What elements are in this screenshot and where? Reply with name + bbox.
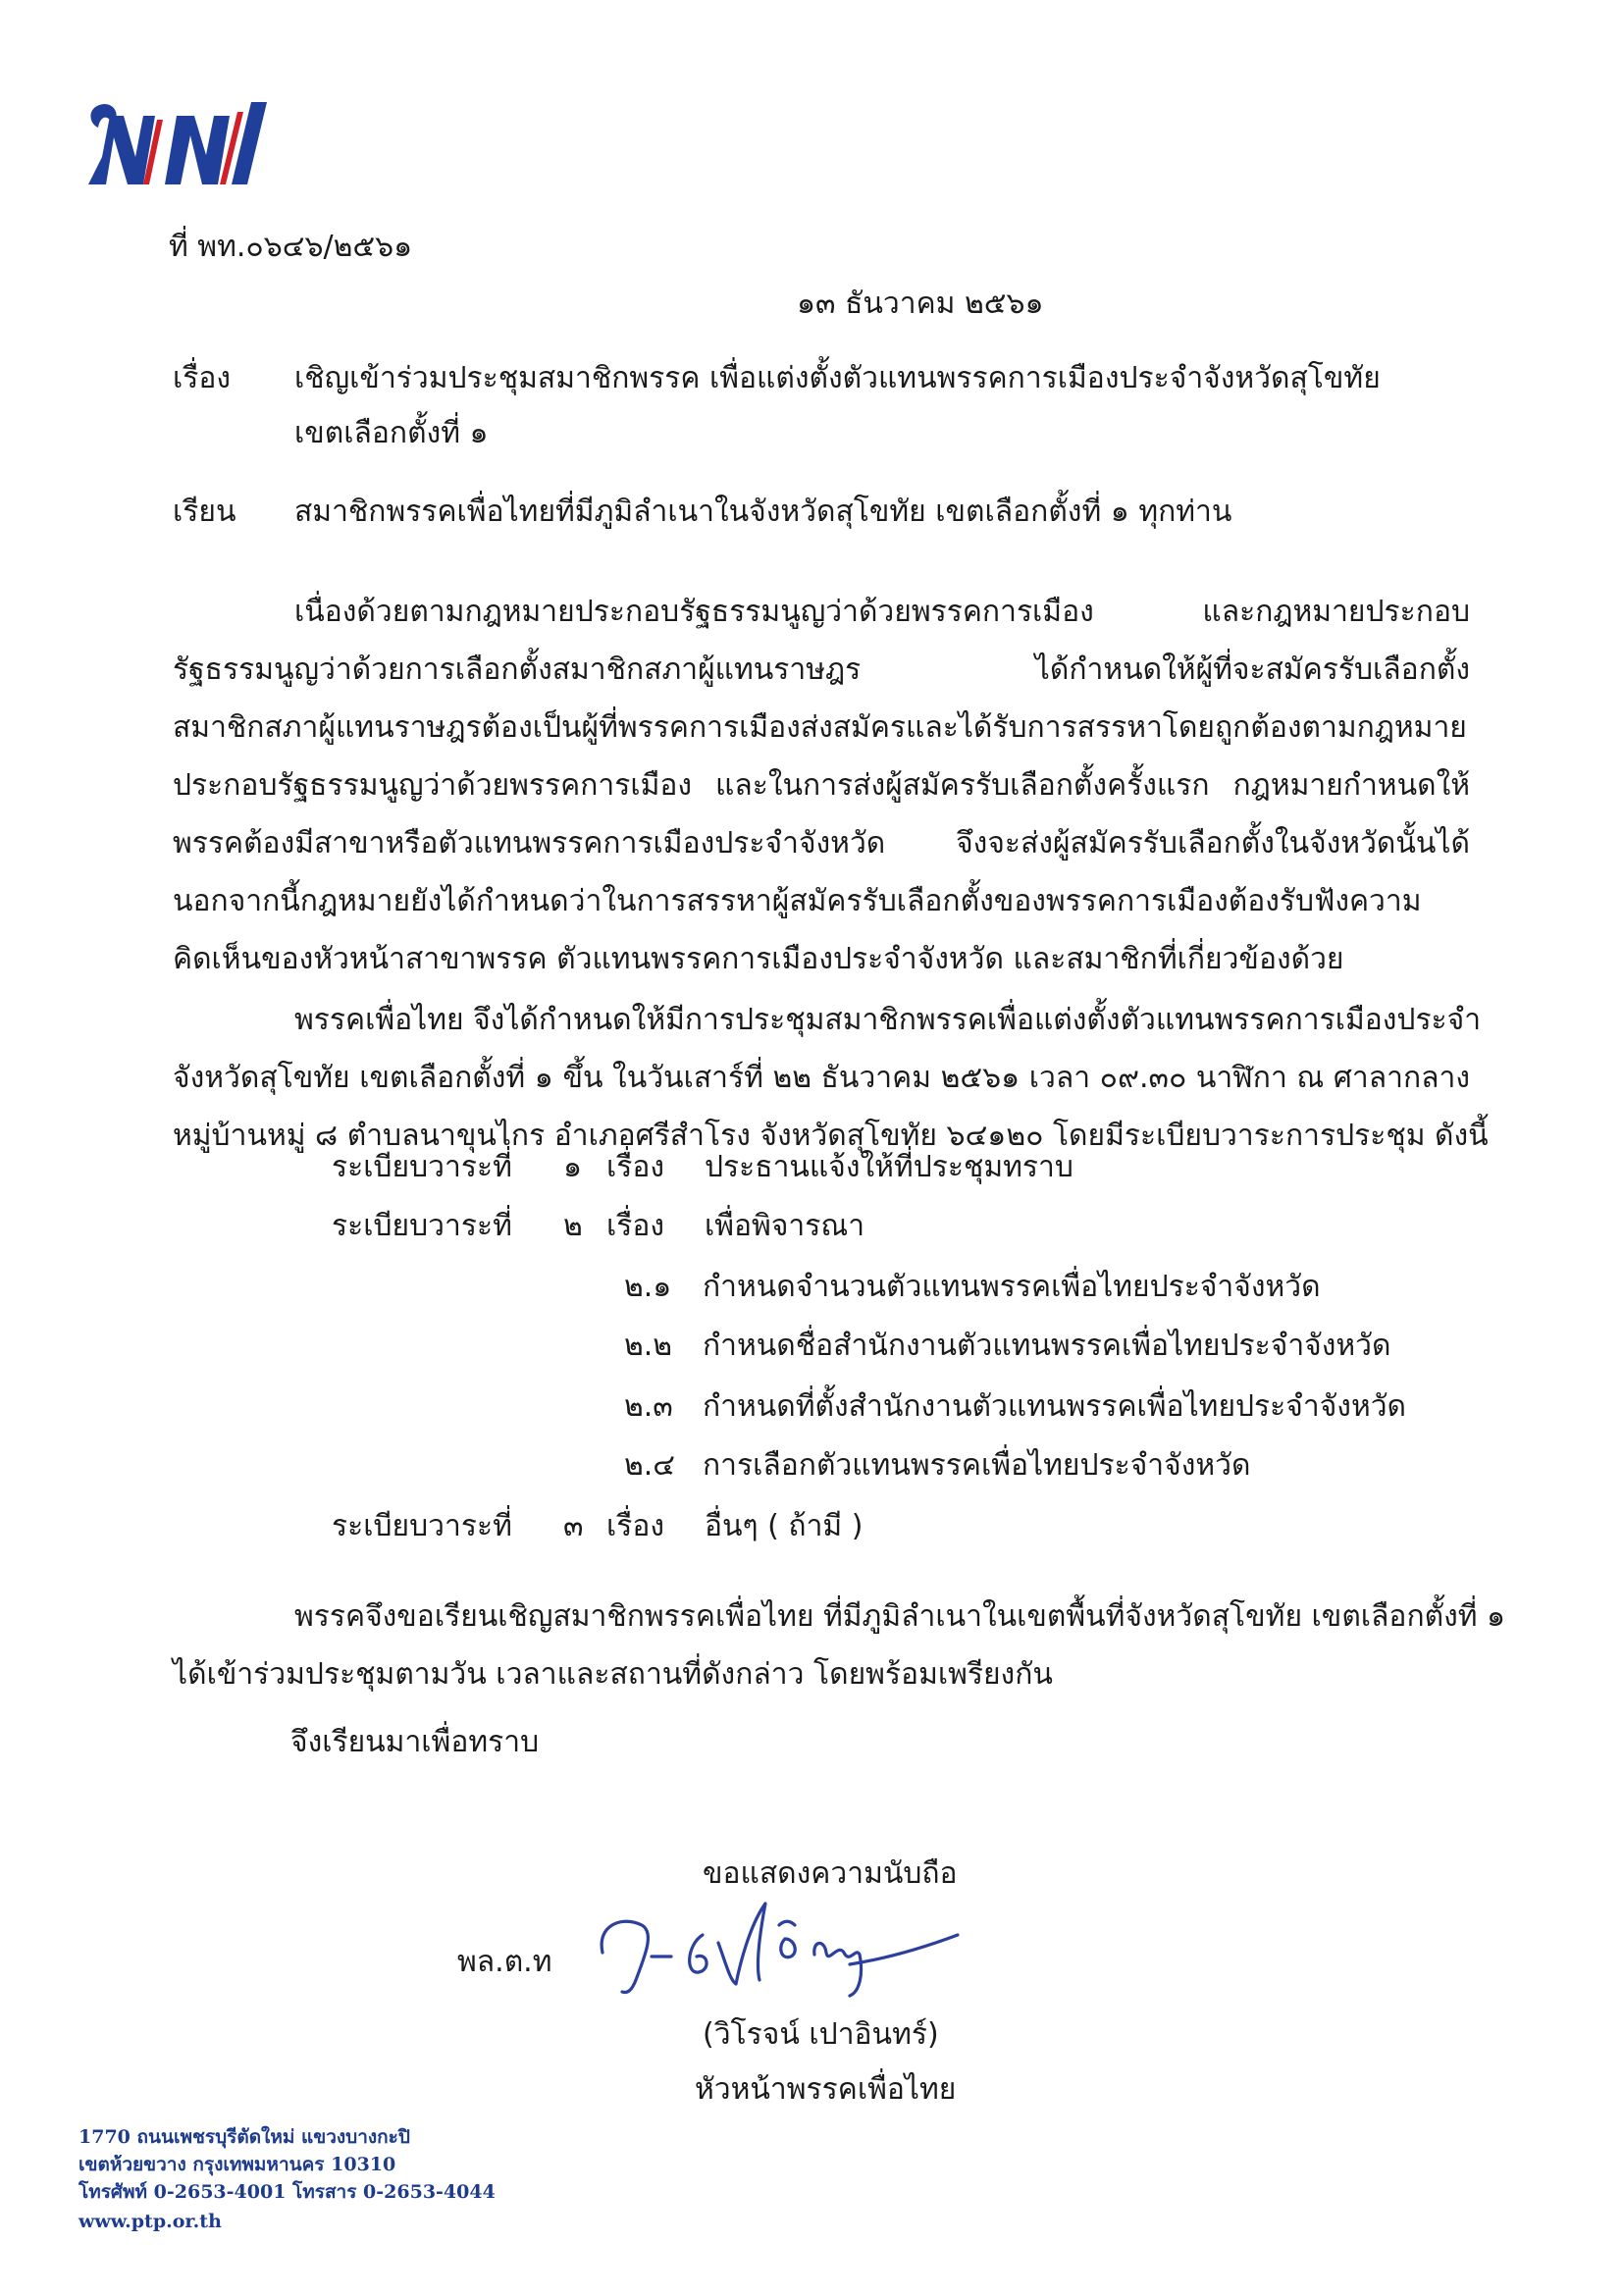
agenda-subitem-number: ๒.๑ bbox=[624, 1270, 672, 1304]
agenda-item-number: ๒ bbox=[563, 1209, 583, 1243]
agenda-subitem-text: การเลือกตัวแทนพรรคเพื่อไทยประจำจังหวัด bbox=[703, 1448, 1251, 1483]
agenda-item-text: ประธานแจ้งให้ที่ประชุมทราบ bbox=[705, 1150, 1073, 1184]
paragraph-line: หมู่บ้านหมู่ ๘ ตำบลนาขุนไกร อำเภอศรีสำโรง จังหวัดสุโขทัย ๖๔๑๒๐ โดยมีระเบียบวาระการประชุม ดังนี้ bbox=[173, 1119, 1489, 1153]
agenda-item-ruang: เรื่อง bbox=[606, 1150, 665, 1184]
paragraph-line: สมาชิกสภาผู้แทนราษฎรต้องเป็นผู้ที่พรรคการเมืองส่งสมัครและได้รับการสรรหาโดยถูกต้องตามกฎหมาย bbox=[173, 710, 1467, 745]
body-paragraph-1 bbox=[173, 583, 1470, 988]
agenda-subitem-text: กำหนดชื่อสำนักงานตัวแทนพรรคเพื่อไทยประจำจังหวัด bbox=[703, 1329, 1391, 1363]
footer-phone: โทรศัพท์ 0-2653-4001 โทรสาร 0-2653-4044 bbox=[79, 2181, 496, 2203]
agenda-item-label: ระเบียบวาระที่ bbox=[332, 1150, 512, 1184]
paragraph-line: พรรคต้องมีสาขาหรือตัวแทนพรรคการเมืองประจำจังหวัด จึงจะส่งผู้สมัครรับเลือกตั้งในจังหวัดนั้นได้ bbox=[173, 826, 1470, 861]
subject-line-2: เขตเลือกตั้งที่ ๑ bbox=[294, 416, 489, 450]
footer-address-line-1: 1770 ถนนเพชรบุรีตัดใหม่ แขวงบางกะปิ bbox=[79, 2126, 410, 2148]
agenda-subitem-number: ๒.๔ bbox=[624, 1448, 676, 1483]
signer-title: หัวหน้าพรรคเพื่อไทย bbox=[695, 2072, 957, 2107]
paragraph-line: นอกจากนี้กฎหมายยังได้กำหนดว่าในการสรรหาผู้สมัครรับเลือกตั้งของพรรคการเมืองต้องรับฟังความ bbox=[173, 884, 1422, 918]
body-paragraph-2 bbox=[173, 991, 1489, 1165]
recipient-text: สมาชิกพรรคเพื่อไทยที่มีภูมิลำเนาในจังหวัดสุโขทัย เขตเลือกตั้งที่ ๑ ทุกท่าน bbox=[294, 495, 1232, 529]
paragraph-line: รัฐธรรมนูญว่าด้วยการเลือกตั้งสมาชิกสภาผู้แทนราษฎร ได้กำหนดให้ผู้ที่จะสมัครรับเลือกตั้ง bbox=[173, 652, 1470, 687]
reference-number: ที่ พท.๐๖๔๖/๒๕๖๑ bbox=[169, 230, 413, 264]
handwritten-signature-icon bbox=[593, 1896, 966, 2004]
signer-name: (วิโรจน์ เปาอินทร์) bbox=[703, 2017, 939, 2052]
subject-label: เรื่อง bbox=[173, 361, 232, 395]
regards-text: ขอแสดงความนับถือ bbox=[703, 1856, 958, 1891]
party-logo-icon bbox=[84, 98, 281, 188]
paragraph-line: พรรคเพื่อไทย จึงได้กำหนดให้มีการประชุมสมาชิกพรรคเพื่อแต่งตั้งตัวแทนพรรคการเมืองประจำ bbox=[294, 1003, 1482, 1037]
subject-line-1: เชิญเข้าร่วมประชุมสมาชิกพรรค เพื่อแต่งตั้งตัวแทนพรรคการเมืองประจำจังหวัดสุโขทัย bbox=[294, 361, 1381, 395]
closing-line: จึงเรียนมาเพื่อทราบ bbox=[290, 1725, 540, 1759]
agenda-item-number: ๓ bbox=[563, 1509, 584, 1543]
agenda-item-text: เพื่อพิจารณา bbox=[705, 1209, 865, 1243]
paragraph-line: เนื่องด้วยตามกฎหมายประกอบรัฐธรรมนูญว่าด้วยพรรคการเมือง และกฎหมายประกอบ bbox=[294, 595, 1470, 629]
agenda-subitem-text: กำหนดที่ตั้งสำนักงานตัวแทนพรรคเพื่อไทยประจำจังหวัด bbox=[703, 1389, 1407, 1424]
letter-date: ๑๓ ธันวาคม ๒๕๖๑ bbox=[797, 287, 1044, 321]
recipient-label: เรียน bbox=[173, 495, 236, 529]
agenda-subitem-text: กำหนดจำนวนตัวแทนพรรคเพื่อไทยประจำจังหวัด bbox=[703, 1270, 1321, 1304]
agenda-item-label: ระเบียบวาระที่ bbox=[332, 1209, 512, 1243]
agenda-item-text: อื่นๆ ( ถ้ามี ) bbox=[705, 1509, 864, 1543]
agenda-item-label: ระเบียบวาระที่ bbox=[332, 1509, 512, 1543]
paragraph-line: พรรคจึงขอเรียนเชิญสมาชิกพรรคเพื่อไทย ที่มีภูมิลำเนาในเขตพื้นที่จังหวัดสุโขทัย เขตเลือกตั้งที่ ๑ bbox=[294, 1599, 1506, 1634]
paragraph-line: จังหวัดสุโขทัย เขตเลือกตั้งที่ ๑ ขึ้น ในวันเสาร์ที่ ๒๒ ธันวาคม ๒๕๖๑ เวลา ๐๙.๓๐ นาฬิกา ณ ศาลากลาง bbox=[173, 1061, 1470, 1095]
agenda-item-number: ๑ bbox=[563, 1150, 583, 1184]
agenda-item-ruang: เรื่อง bbox=[606, 1509, 665, 1543]
signer-rank: พล.ต.ท bbox=[457, 1945, 552, 1979]
agenda-subitem-number: ๒.๓ bbox=[624, 1389, 673, 1424]
footer-address-line-2: เขตห้วยขวาง กรุงเทพมหานคร 10310 bbox=[79, 2154, 396, 2175]
footer-website-link[interactable]: www.ptp.or.th bbox=[79, 2211, 222, 2232]
agenda-subitem-number: ๒.๒ bbox=[624, 1329, 673, 1363]
agenda-item-ruang: เรื่อง bbox=[606, 1209, 665, 1243]
paragraph-line: คิดเห็นของหัวหน้าสาขาพรรค ตัวแทนพรรคการเมืองประจำจังหวัด และสมาชิกที่เกี่ยวข้องด้วย bbox=[173, 942, 1344, 976]
body-paragraph-3 bbox=[173, 1588, 1506, 1703]
paragraph-line: ได้เข้าร่วมประชุมตามวัน เวลาและสถานที่ดังกล่าว โดยพร้อมเพรียงกัน bbox=[173, 1657, 1053, 1692]
paragraph-line: ประกอบรัฐธรรมนูญว่าด้วยพรรคการเมือง และในการส่งผู้สมัครรับเลือกตั้งครั้งแรก กฎหมายกำหนดให้ bbox=[173, 768, 1470, 803]
